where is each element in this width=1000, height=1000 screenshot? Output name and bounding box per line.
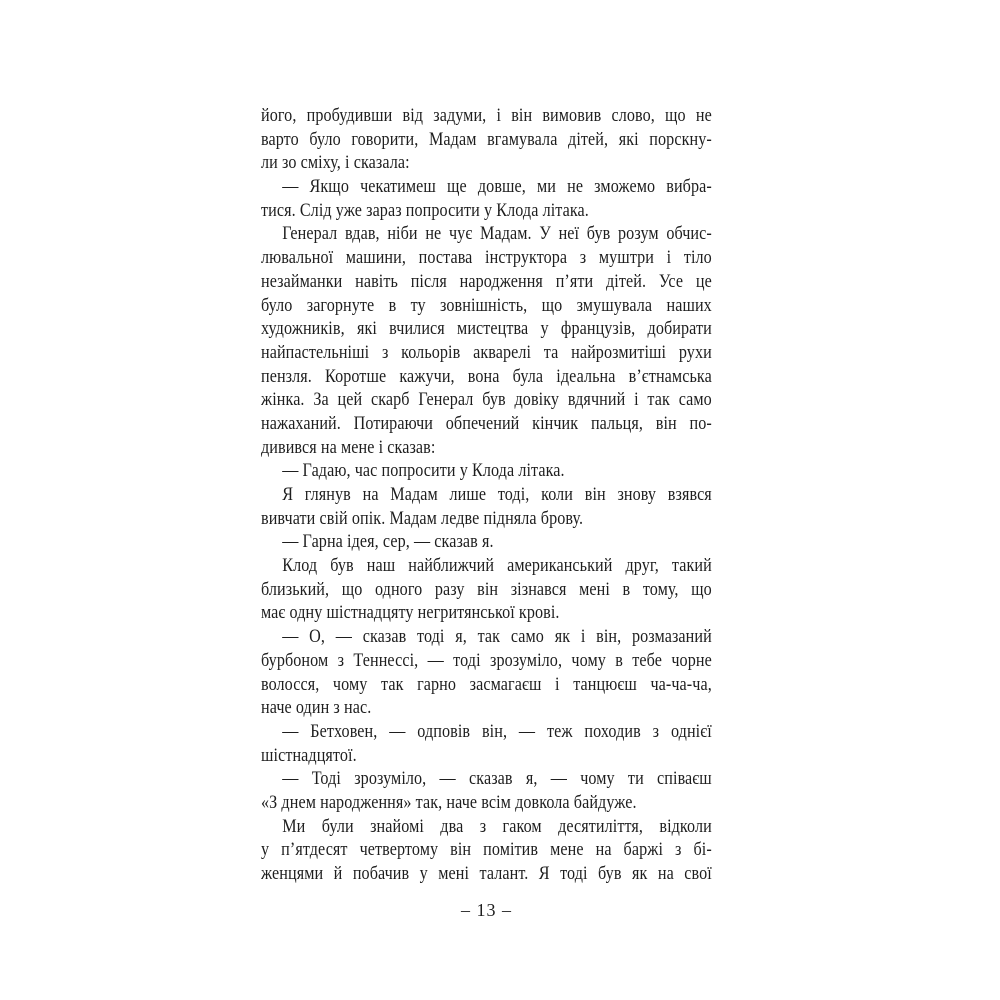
text-line: Ми були знайомі два з гаком десятиліття, відколи bbox=[282, 815, 712, 837]
text-line: було загорнуте в ту зовнішність, що змушувала наших bbox=[261, 294, 712, 316]
text-line: у п’ятдесят четвертому він помітив мене на баржі з бі- bbox=[261, 839, 712, 861]
text-line: лювальної машини, постава інструктора з муштри і тіло bbox=[261, 247, 712, 269]
text-line: варто було говорити, Мадам вгамувала дітей, які порскну- bbox=[261, 128, 712, 150]
text-line: Я глянув на Мадам лише тоді, коли він знову взявся bbox=[282, 484, 712, 505]
text-line: — Гадаю, час попросити у Клода літака. bbox=[282, 460, 565, 482]
text-line: — О, — сказав тоді я, так само як і він, розмазаний bbox=[282, 626, 712, 648]
text-line: жінка. За цей скарб Генерал був довіку вдячний і так само bbox=[261, 389, 712, 411]
text-line: нажаханий. Потираючи обпечений кінчик пальця, він по- bbox=[261, 412, 712, 434]
text-line: бурбоном з Теннессі, — тоді зрозуміло, чому в тебе чорне bbox=[261, 649, 712, 671]
text-line: дивився на мене і сказав: bbox=[261, 436, 436, 458]
page-number: – 13 – bbox=[461, 900, 512, 920]
text-line: ли зо сміху, і сказала: bbox=[261, 152, 410, 174]
text-line: його, пробудивши від задуми, і він вимовив слово, що не bbox=[261, 105, 712, 126]
text-line: тися. Слід уже зараз попросити у Клода літака. bbox=[261, 199, 589, 221]
text-line: близький, що одного разу він зізнався мені в тому, що bbox=[261, 578, 712, 600]
text-line: вивчати свій опік. Мадам ледве підняла брову. bbox=[261, 507, 584, 529]
text-line: — Тоді зрозуміло, — сказав я, — чому ти співаєш bbox=[282, 768, 712, 790]
text-line: незайманки навіть після народження п’яти дітей. Усе це bbox=[261, 270, 712, 292]
text-line: женцями й побачив у мені талант. Я тоді був як на свої bbox=[261, 863, 712, 884]
text-line: — Якщо чекатимеш ще довше, ми не зможемо вибра- bbox=[282, 176, 712, 198]
text-block bbox=[261, 104, 712, 886]
text-line: наче один з нас. bbox=[261, 697, 372, 719]
text-line: пензля. Коротше кажучи, вона була ідеальна в’єтнамська bbox=[261, 365, 712, 387]
text-line: Клод був наш найближчий американський друг, такий bbox=[282, 555, 712, 577]
text-line: художників, які вчилися мистецтва у французів, добирати bbox=[261, 318, 712, 340]
text-line: Генерал вдав, ніби не чує Мадам. У неї був розум обчис- bbox=[282, 223, 712, 245]
text-line: волосся, чому так гарно засмагаєш і танцюєш ча-ча-ча, bbox=[261, 673, 712, 695]
text-line: — Гарна ідея, сер, — сказав я. bbox=[282, 531, 494, 553]
text-line: шістнадцятої. bbox=[261, 744, 357, 766]
text-line: найпастельніші з кольорів акварелі та найрозмитіші рухи bbox=[261, 341, 712, 363]
text-line: має одну шістнадцяту негритянської крові. bbox=[261, 602, 560, 624]
text-line: — Бетховен, — одповів він, — теж походив з однієї bbox=[282, 720, 712, 742]
text-line: «З днем народження» так, наче всім довкола байдуже. bbox=[261, 791, 637, 813]
